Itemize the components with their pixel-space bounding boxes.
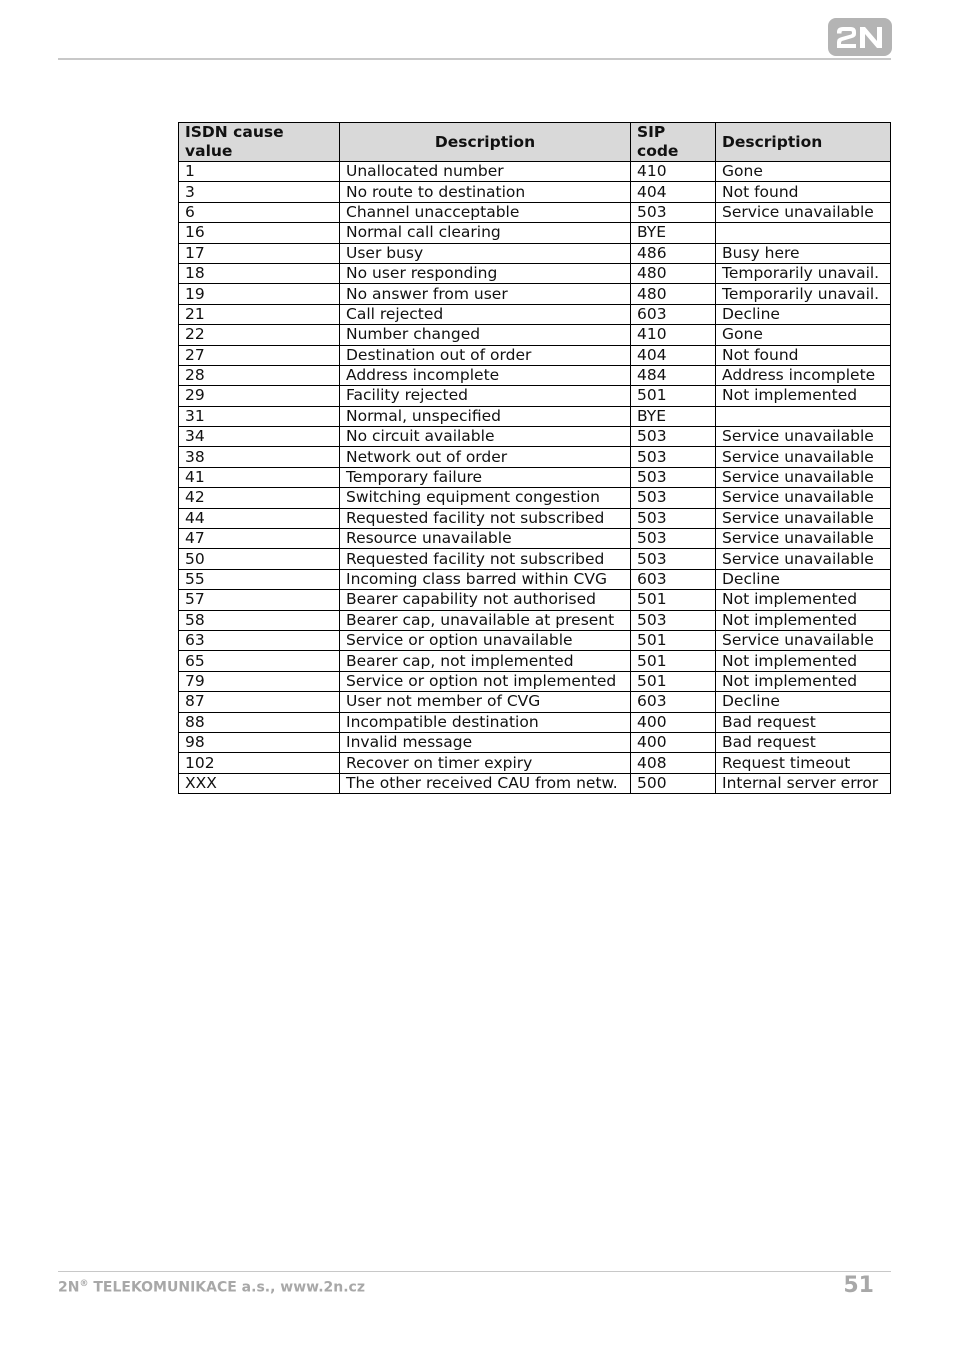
isdn-cause-cell: 55 bbox=[179, 569, 340, 589]
logo-2n-mark bbox=[834, 24, 886, 50]
isdn-cause-cell: 57 bbox=[179, 590, 340, 610]
table-header-row bbox=[179, 123, 891, 162]
isdn-description-cell: Requested facility not subscribed bbox=[340, 508, 631, 528]
isdn-cause-cell: 63 bbox=[179, 630, 340, 650]
isdn-cause-cell: 31 bbox=[179, 406, 340, 426]
sip-description-cell: Service unavailable bbox=[716, 488, 891, 508]
table-row bbox=[179, 202, 891, 222]
sip-description-cell: Not found bbox=[716, 182, 891, 202]
isdn-cause-cell: 50 bbox=[179, 549, 340, 569]
isdn-description-cell: Network out of order bbox=[340, 447, 631, 467]
sip-description-cell: Decline bbox=[716, 304, 891, 324]
isdn-description-cell: User busy bbox=[340, 243, 631, 263]
isdn-description-cell: Normal, unspecified bbox=[340, 406, 631, 426]
isdn-cause-cell: 16 bbox=[179, 223, 340, 243]
sip-code-cell: 501 bbox=[631, 630, 716, 650]
table-row bbox=[179, 467, 891, 487]
table-row bbox=[179, 406, 891, 426]
table-row bbox=[179, 386, 891, 406]
isdn-description-cell: Temporary failure bbox=[340, 467, 631, 487]
isdn-cause-cell: 65 bbox=[179, 651, 340, 671]
isdn-cause-cell: 18 bbox=[179, 263, 340, 283]
isdn-description-cell: Service or option not implemented bbox=[340, 671, 631, 691]
isdn-description-cell: Number changed bbox=[340, 325, 631, 345]
isdn-description-cell: No answer from user bbox=[340, 284, 631, 304]
table-row bbox=[179, 692, 891, 712]
sip-code-cell: 500 bbox=[631, 773, 716, 793]
sip-description-cell: Bad request bbox=[716, 712, 891, 732]
company-logo bbox=[828, 18, 892, 56]
isdn-cause-cell: 1 bbox=[179, 162, 340, 182]
sip-code-cell: 503 bbox=[631, 488, 716, 508]
sip-code-cell: 503 bbox=[631, 549, 716, 569]
isdn-description-cell: Address incomplete bbox=[340, 365, 631, 385]
table-row bbox=[179, 304, 891, 324]
isdn-description-cell: No circuit available bbox=[340, 427, 631, 447]
sip-code-cell: 501 bbox=[631, 386, 716, 406]
table-row bbox=[179, 223, 891, 243]
table-row bbox=[179, 488, 891, 508]
sip-code-cell: 503 bbox=[631, 202, 716, 222]
footer-company-rest: TELEKOMUNIKACE a.s., www.2n.cz bbox=[88, 1279, 365, 1296]
table-row bbox=[179, 549, 891, 569]
sip-description-cell: Service unavailable bbox=[716, 549, 891, 569]
isdn-cause-cell: XXX bbox=[179, 773, 340, 793]
footer-company bbox=[58, 1279, 365, 1296]
table-row bbox=[179, 162, 891, 182]
isdn-description-cell: No user responding bbox=[340, 263, 631, 283]
column-header: Description bbox=[716, 123, 891, 162]
table-row bbox=[179, 447, 891, 467]
isdn-cause-cell: 22 bbox=[179, 325, 340, 345]
isdn-description-cell: The other received CAU from netw. bbox=[340, 773, 631, 793]
isdn-cause-cell: 19 bbox=[179, 284, 340, 304]
isdn-description-cell: Recover on timer expiry bbox=[340, 753, 631, 773]
isdn-cause-cell: 79 bbox=[179, 671, 340, 691]
isdn-description-cell: Facility rejected bbox=[340, 386, 631, 406]
sip-description-cell: Decline bbox=[716, 692, 891, 712]
sip-code-cell: 484 bbox=[631, 365, 716, 385]
sip-code-cell: 400 bbox=[631, 712, 716, 732]
sip-code-cell: 400 bbox=[631, 732, 716, 752]
isdn-cause-cell: 17 bbox=[179, 243, 340, 263]
isdn-description-cell: Destination out of order bbox=[340, 345, 631, 365]
table-body bbox=[179, 162, 891, 794]
isdn-description-cell: Normal call clearing bbox=[340, 223, 631, 243]
sip-description-cell: Temporarily unavail. bbox=[716, 284, 891, 304]
sip-code-cell: 501 bbox=[631, 651, 716, 671]
isdn-description-cell: Unallocated number bbox=[340, 162, 631, 182]
isdn-description-cell: Incompatible destination bbox=[340, 712, 631, 732]
isdn-sip-mapping-table bbox=[178, 122, 891, 794]
isdn-description-cell: Bearer capability not authorised bbox=[340, 590, 631, 610]
table-row bbox=[179, 427, 891, 447]
sip-code-cell: 503 bbox=[631, 529, 716, 549]
sip-description-cell: Not implemented bbox=[716, 590, 891, 610]
isdn-cause-cell: 41 bbox=[179, 467, 340, 487]
sip-code-cell: 503 bbox=[631, 467, 716, 487]
isdn-cause-cell: 21 bbox=[179, 304, 340, 324]
sip-description-cell: Service unavailable bbox=[716, 467, 891, 487]
page-number: 51 bbox=[843, 1273, 874, 1298]
sip-description-cell: Temporarily unavail. bbox=[716, 263, 891, 283]
table-row bbox=[179, 712, 891, 732]
isdn-cause-cell: 3 bbox=[179, 182, 340, 202]
sip-code-cell: 503 bbox=[631, 610, 716, 630]
sip-code-cell: 404 bbox=[631, 345, 716, 365]
isdn-description-cell: Bearer cap, not implemented bbox=[340, 651, 631, 671]
isdn-cause-cell: 87 bbox=[179, 692, 340, 712]
isdn-cause-cell: 47 bbox=[179, 529, 340, 549]
column-header: SIP code bbox=[631, 123, 716, 162]
isdn-cause-cell: 28 bbox=[179, 365, 340, 385]
isdn-cause-cell: 29 bbox=[179, 386, 340, 406]
sip-code-cell: 503 bbox=[631, 447, 716, 467]
table-row bbox=[179, 345, 891, 365]
column-header: ISDN cause value bbox=[179, 123, 340, 162]
sip-description-cell: Address incomplete bbox=[716, 365, 891, 385]
table-row bbox=[179, 773, 891, 793]
sip-code-cell: 410 bbox=[631, 325, 716, 345]
column-header: Description bbox=[340, 123, 631, 162]
sip-description-cell: Service unavailable bbox=[716, 427, 891, 447]
table-row bbox=[179, 243, 891, 263]
sip-description-cell: Not implemented bbox=[716, 651, 891, 671]
table-row bbox=[179, 753, 891, 773]
isdn-cause-cell: 58 bbox=[179, 610, 340, 630]
isdn-cause-cell: 27 bbox=[179, 345, 340, 365]
sip-description-cell: Not found bbox=[716, 345, 891, 365]
sip-code-cell: 603 bbox=[631, 569, 716, 589]
table-row bbox=[179, 529, 891, 549]
table-row bbox=[179, 325, 891, 345]
footer-company-prefix: 2N bbox=[58, 1279, 80, 1296]
sip-code-cell: 603 bbox=[631, 692, 716, 712]
sip-code-cell: 501 bbox=[631, 590, 716, 610]
table-row bbox=[179, 651, 891, 671]
sip-code-cell: 408 bbox=[631, 753, 716, 773]
sip-code-cell: BYE bbox=[631, 223, 716, 243]
isdn-description-cell: No route to destination bbox=[340, 182, 631, 202]
isdn-description-cell: Call rejected bbox=[340, 304, 631, 324]
isdn-description-cell: Incoming class barred within CVG bbox=[340, 569, 631, 589]
sip-description-cell: Request timeout bbox=[716, 753, 891, 773]
table-row bbox=[179, 590, 891, 610]
sip-description-cell bbox=[716, 223, 891, 243]
table-row bbox=[179, 671, 891, 691]
sip-code-cell: 503 bbox=[631, 427, 716, 447]
sip-code-cell: 603 bbox=[631, 304, 716, 324]
sip-description-cell: Bad request bbox=[716, 732, 891, 752]
table-row bbox=[179, 284, 891, 304]
isdn-cause-cell: 44 bbox=[179, 508, 340, 528]
isdn-description-cell: Requested facility not subscribed bbox=[340, 549, 631, 569]
table-row bbox=[179, 263, 891, 283]
table-row bbox=[179, 610, 891, 630]
sip-description-cell: Decline bbox=[716, 569, 891, 589]
sip-description-cell: Not implemented bbox=[716, 386, 891, 406]
isdn-description-cell: Bearer cap, unavailable at present bbox=[340, 610, 631, 630]
isdn-cause-cell: 34 bbox=[179, 427, 340, 447]
sip-description-cell: Not implemented bbox=[716, 671, 891, 691]
sip-code-cell: 501 bbox=[631, 671, 716, 691]
sip-code-cell: 410 bbox=[631, 162, 716, 182]
header-divider bbox=[58, 58, 891, 60]
isdn-cause-cell: 38 bbox=[179, 447, 340, 467]
sip-description-cell: Service unavailable bbox=[716, 447, 891, 467]
isdn-description-cell: Channel unacceptable bbox=[340, 202, 631, 222]
sip-code-cell: 404 bbox=[631, 182, 716, 202]
sip-description-cell: Service unavailable bbox=[716, 630, 891, 650]
isdn-cause-cell: 6 bbox=[179, 202, 340, 222]
isdn-description-cell: Resource unavailable bbox=[340, 529, 631, 549]
sip-description-cell: Busy here bbox=[716, 243, 891, 263]
sip-code-cell: 480 bbox=[631, 284, 716, 304]
isdn-description-cell: Invalid message bbox=[340, 732, 631, 752]
isdn-description-cell: Switching equipment congestion bbox=[340, 488, 631, 508]
isdn-cause-cell: 42 bbox=[179, 488, 340, 508]
isdn-description-cell: User not member of CVG bbox=[340, 692, 631, 712]
table-row bbox=[179, 569, 891, 589]
table-row bbox=[179, 365, 891, 385]
table-row bbox=[179, 630, 891, 650]
sip-code-cell: BYE bbox=[631, 406, 716, 426]
table-row bbox=[179, 732, 891, 752]
sip-code-cell: 486 bbox=[631, 243, 716, 263]
isdn-cause-cell: 102 bbox=[179, 753, 340, 773]
sip-code-cell: 480 bbox=[631, 263, 716, 283]
sip-description-cell: Gone bbox=[716, 162, 891, 182]
isdn-cause-cell: 98 bbox=[179, 732, 340, 752]
isdn-description-cell: Service or option unavailable bbox=[340, 630, 631, 650]
table-row bbox=[179, 508, 891, 528]
table-row bbox=[179, 182, 891, 202]
sip-description-cell: Not implemented bbox=[716, 610, 891, 630]
sip-code-cell: 503 bbox=[631, 508, 716, 528]
sip-description-cell: Gone bbox=[716, 325, 891, 345]
isdn-cause-cell: 88 bbox=[179, 712, 340, 732]
sip-description-cell bbox=[716, 406, 891, 426]
registered-mark: ® bbox=[79, 1279, 89, 1289]
sip-description-cell: Service unavailable bbox=[716, 202, 891, 222]
footer-divider bbox=[58, 1271, 891, 1272]
sip-description-cell: Internal server error bbox=[716, 773, 891, 793]
sip-description-cell: Service unavailable bbox=[716, 508, 891, 528]
sip-description-cell: Service unavailable bbox=[716, 529, 891, 549]
